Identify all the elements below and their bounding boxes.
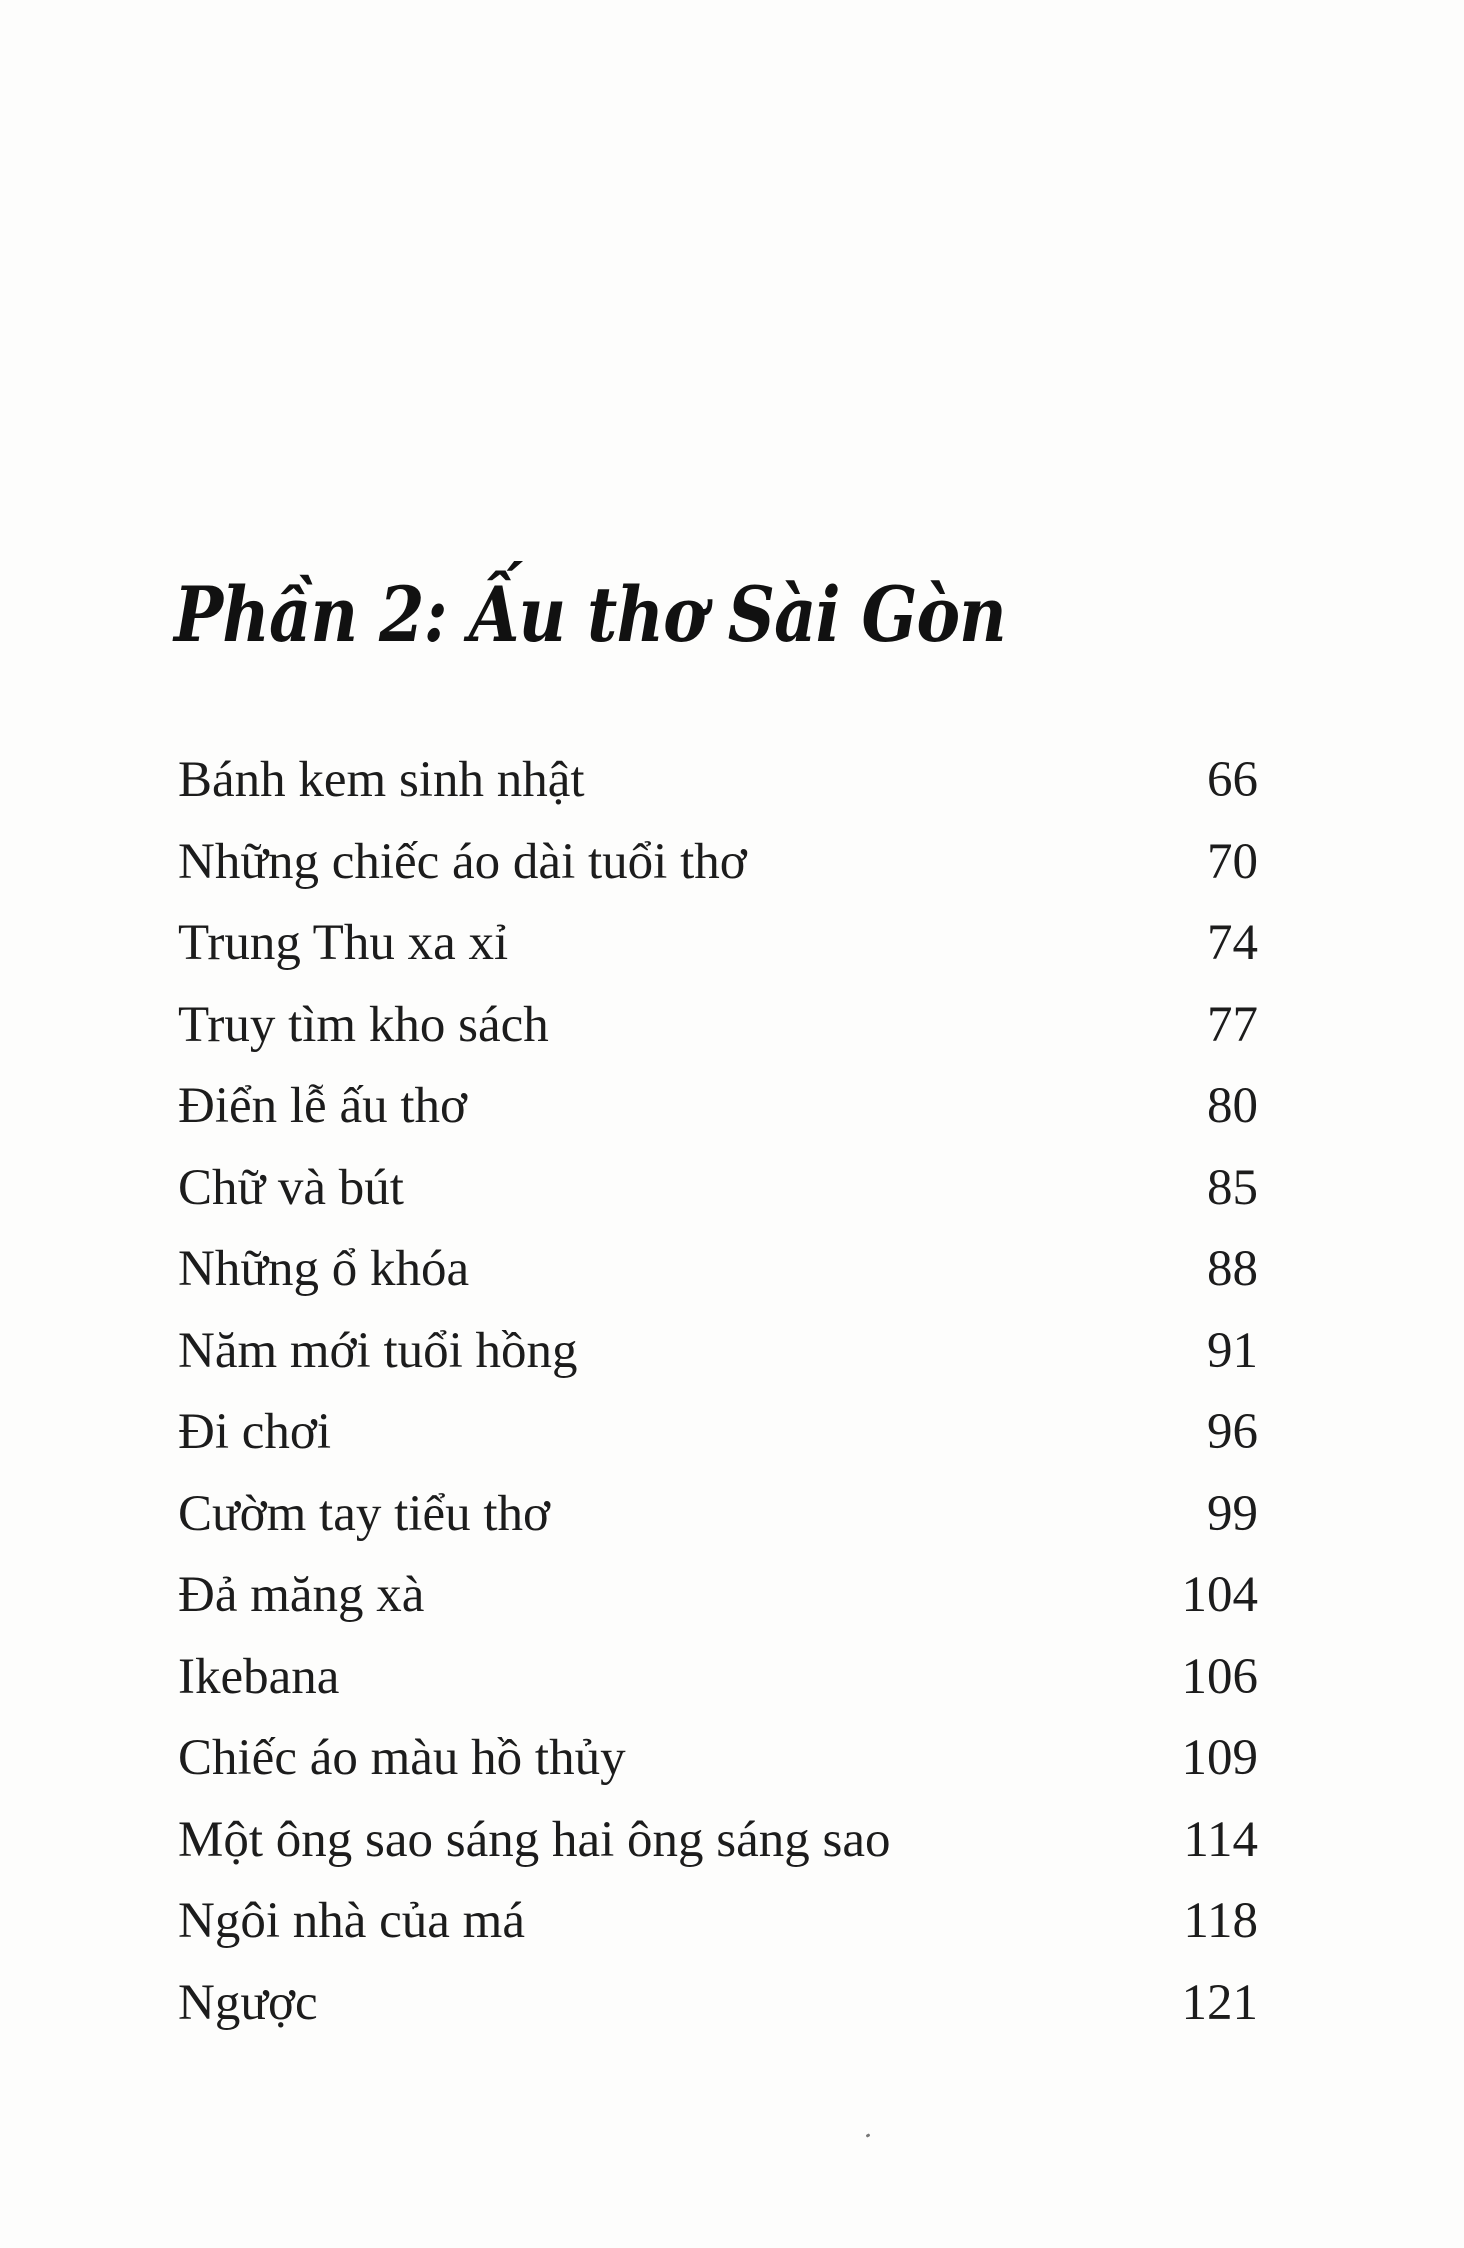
toc-entry-title: Bánh kem sinh nhật bbox=[178, 752, 585, 808]
toc-entry-title: Những chiếc áo dài tuổi thơ bbox=[178, 833, 747, 890]
paper-speck bbox=[866, 2133, 871, 2138]
toc-entry-title: Ikebana bbox=[178, 1648, 340, 1705]
toc-entry bbox=[178, 1148, 1258, 1230]
toc-entry-title: Một ông sao sáng hai ông sáng sao bbox=[178, 1811, 891, 1868]
toc-entry-title: Chữ và bút bbox=[178, 1159, 404, 1216]
toc-entry-page: 91 bbox=[1207, 1322, 1258, 1379]
toc-entry-title: Truy tìm kho sách bbox=[178, 996, 549, 1053]
toc-entry-page: 118 bbox=[1183, 1893, 1258, 1949]
toc-entry-page: 66 bbox=[1207, 752, 1258, 808]
section-title: Phần 2: Ấu thơ Sài Gòn bbox=[174, 570, 1006, 659]
toc-entry bbox=[178, 822, 1258, 904]
toc-entry bbox=[178, 1637, 1258, 1719]
toc-entry-title: Ngược bbox=[178, 1974, 318, 2031]
toc-entry-page: 99 bbox=[1207, 1485, 1258, 1542]
toc-entry bbox=[178, 740, 1258, 822]
toc-entry bbox=[178, 1718, 1258, 1800]
toc-entry bbox=[178, 1066, 1258, 1148]
toc-entry bbox=[178, 1800, 1258, 1882]
toc-entry-title: Cườm tay tiểu thơ bbox=[178, 1485, 550, 1542]
toc-entry-title: Ngôi nhà của má bbox=[178, 1893, 525, 1949]
toc-entry-page: 121 bbox=[1181, 1974, 1258, 2031]
toc-entry-title: Trung Thu xa xỉ bbox=[178, 915, 509, 971]
toc-entry bbox=[178, 985, 1258, 1067]
toc-entry-page: 96 bbox=[1207, 1404, 1258, 1460]
toc-entry-page: 109 bbox=[1181, 1730, 1258, 1786]
table-of-contents bbox=[178, 740, 1258, 2044]
toc-entry-title: Đi chơi bbox=[178, 1404, 332, 1460]
toc-entry-page: 80 bbox=[1207, 1078, 1258, 1134]
toc-entry-page: 85 bbox=[1207, 1159, 1258, 1216]
toc-entry-page: 104 bbox=[1181, 1567, 1258, 1623]
toc-entry bbox=[178, 1474, 1258, 1556]
toc-entry-page: 74 bbox=[1207, 915, 1258, 971]
toc-entry-page: 77 bbox=[1207, 996, 1258, 1053]
toc-entry-title: Những ổ khóa bbox=[178, 1241, 470, 1297]
toc-entry-title: Đả măng xà bbox=[178, 1567, 425, 1623]
toc-entry-page: 106 bbox=[1181, 1648, 1258, 1705]
toc-entry bbox=[178, 903, 1258, 985]
toc-entry bbox=[178, 1555, 1258, 1637]
toc-entry-title: Điển lễ ấu thơ bbox=[178, 1078, 467, 1134]
toc-entry bbox=[178, 1963, 1258, 2045]
toc-entry bbox=[178, 1881, 1258, 1963]
toc-entry bbox=[178, 1392, 1258, 1474]
toc-entry-page: 114 bbox=[1183, 1811, 1258, 1868]
toc-entry-page: 70 bbox=[1207, 833, 1258, 890]
toc-entry-title: Chiếc áo màu hồ thủy bbox=[178, 1730, 626, 1786]
toc-entry bbox=[178, 1229, 1258, 1311]
toc-entry bbox=[178, 1311, 1258, 1393]
toc-entry-page: 88 bbox=[1207, 1241, 1258, 1297]
toc-entry-title: Năm mới tuổi hồng bbox=[178, 1322, 578, 1379]
